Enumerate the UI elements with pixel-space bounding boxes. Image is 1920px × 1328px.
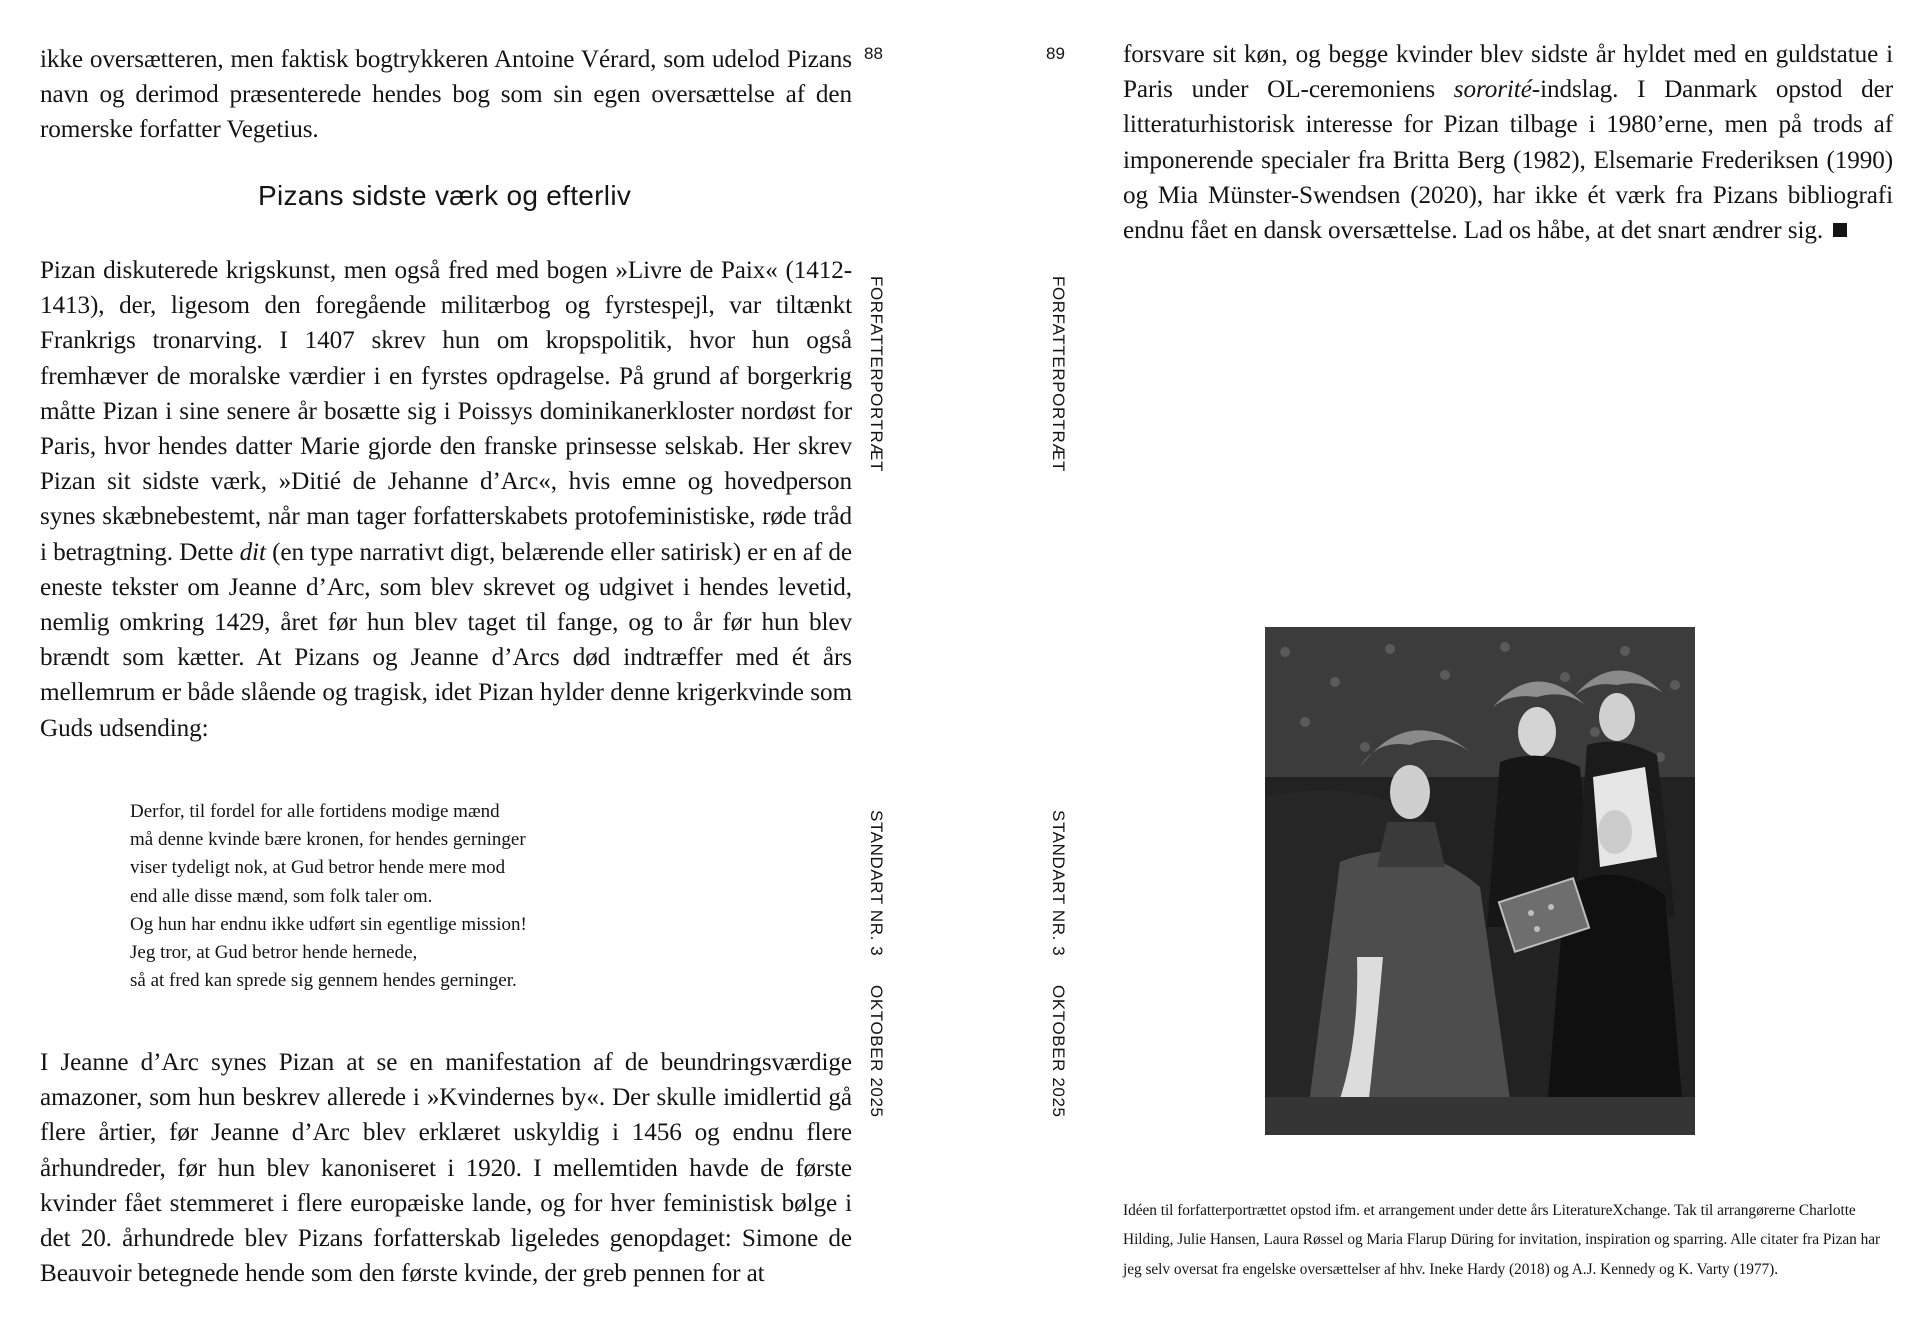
right-paragraph-part2: -indslag. I Danmark opstod der litteraturhistorisk interesse for Pizan tilbage i 1980’erne, men på trods af imponerende specialer fra Britta Berg (1982), Elsemarie Frederiksen (1990) og Mia Münster-Swendsen (2020), har ikke ét værk fra Pizans bibliografi endnu fået en dansk oversættelse. Lad os håbe, at det snart ændrer sig.: [1123, 76, 1893, 245]
poem-line: så at fred kan sprede sig gennem hendes gerninger.: [130, 970, 517, 992]
left-main-paragraph: [40, 253, 852, 746]
poem-line: viser tydeligt nok, at Gud betror hende mere mod: [130, 857, 506, 879]
running-head-date-left: OKTOBER 2025: [867, 985, 886, 1118]
figure-caption: [1123, 1196, 1893, 1284]
poem-line: Og hun har endnu ikke udført sin egentlige mission!: [130, 913, 527, 935]
main-paragraph-italic-term: dit: [239, 538, 266, 566]
miniature-painting: [1265, 627, 1695, 1135]
page-number-left: 88: [864, 44, 883, 63]
left-intro-paragraph: [40, 42, 852, 148]
caption-text: Idéen til forfatterportrættet opstod ifm. et arrangement under dette års LiteratureXchange. Tak til arrangørerne Charlotte Hilding, Julie Hansen, Laura Røssel og Maria Flarup Düring for invitation, inspiration og sparring. Alle citater fra Pizan har jeg selv oversat fra engelske oversættelser af hhv. Ineke Hardy (2018) og A.J. Kennedy og K. Varty (1977).: [1123, 1202, 1881, 1278]
main-paragraph-part2: (en type narrativt digt, belærende eller satirisk) er en af de eneste tekster om Jeanne d’Arc, som blev skrevet og udgivet i hendes levetid, nemlig omkring 1429, året før hun blev taget til fange, og to år før hun blev brændt som kætter. At Pizans og Jeanne d’Arcs død indtræffer med ét års mellemrum er både slående og tragisk, idet Pizan hylder denne krigerkvinde som Guds udsending:: [40, 538, 852, 742]
end-of-article-square-icon: [1833, 223, 1847, 237]
poem-line: Derfor, til fordel for alle fortidens modige mænd: [130, 801, 500, 822]
poem-line: Jeg tror, at Gud betror hende hernede,: [130, 942, 418, 964]
right-paragraph-part1: forsvare sit køn, og begge kvinder blev sidste år hyldet med en guldstatue i Paris under OL-ceremoniens: [1123, 41, 1893, 104]
left-closing-paragraph: [40, 1045, 852, 1291]
main-paragraph-text: [40, 253, 852, 746]
right-paragraph: [1123, 37, 1893, 248]
running-head-magazine-left: STANDART NR. 3: [867, 810, 886, 957]
closing-paragraph-text: I Jeanne d’Arc synes Pizan at se en manifestation af de beundringsværdige amazoner, som hun beskrev allerede i »Kvindernes by«. Der skulle imidlertid gå flere årtier, før Jeanne d’Arc blev erklæret uskyldig i 1456 og endnu flere århundreder, før hun blev kanoniseret i 1920. I mellemtiden havde de første kvinder fået stemmeret i flere europæiske lande, og for hver feministisk bølge i det 20. århundrede blev Pizans forfatterskab ligeledes genopdaget: Simone de Beauvoir betegnede hende som den første kvinde, der greb pennen for at: [40, 1049, 852, 1288]
right-paragraph-text: [1123, 37, 1893, 248]
page-number-right: 89: [1046, 44, 1065, 63]
main-paragraph-part1: Pizan diskuterede krigskunst, men også fred med bogen »Livre de Paix« (1412-1413), der, ligesom den foregående militærbog og fyrstespejl, var tiltænkt Frankrigs tronarving. I 1407 skrev hun om kropspolitik, hvor hun også fremhæver de moralske værdier i en fyrstes opdragelse. På grund af borgerkrig måtte Pizan i sine senere år bosætte sig i Poissys dominikanerkloster nordøst for Paris, hvor hendes datter Marie gjorde den franske prinsesse selskab. Her skrev Pizan sit sidste værk, »Ditié de Jehanne d’Arc«, hvis emne og hovedperson synes skæbnebestemt, når man tager forfatterskabets protofeministiske, røde tråd i betragtning. Dette: [40, 257, 852, 566]
right-paragraph-italic-term: sororité: [1453, 76, 1532, 104]
poem-quotation: [130, 798, 730, 995]
illuminated-miniature-image: [1265, 627, 1695, 1135]
running-head-section-right: FORFATTERPORTRÆT: [1049, 276, 1068, 472]
running-head-date-right: OKTOBER 2025: [1049, 985, 1068, 1118]
running-head-magazine-right: STANDART NR. 3: [1049, 810, 1068, 957]
intro-text: ikke oversætteren, men faktisk bogtrykkeren Antoine Vérard, som udelod Pizans navn og derimod præsenterede hendes bog som sin egen oversættelse af den romerske forfatter Vegetius.: [40, 46, 852, 144]
running-head-section-left: FORFATTERPORTRÆT: [867, 276, 886, 472]
poem-line: må denne kvinde bære kronen, for hendes gerninger: [130, 829, 526, 851]
poem-line: end alle disse mænd, som folk taler om.: [130, 885, 433, 907]
section-heading: Pizans sidste værk og efterliv: [258, 180, 632, 211]
